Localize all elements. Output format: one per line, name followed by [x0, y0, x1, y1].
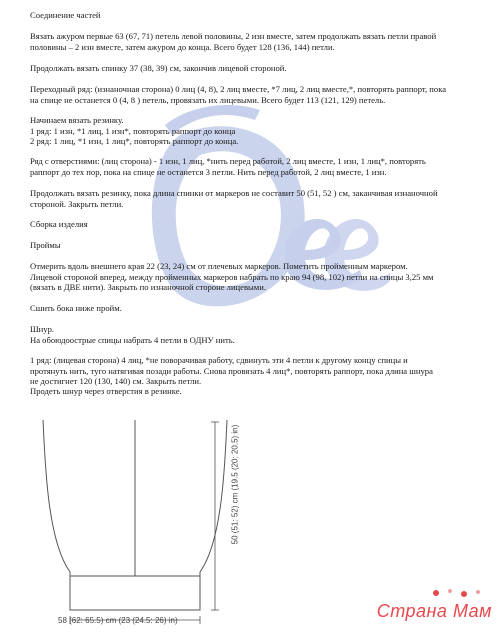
- paragraph-joining: Вязать ажуром первые 63 (67, 71) петель левой половины, 2 изн вместе, затем продолжать вязать петли правой половины – 2 изн вместе, затем ажуром до конца. Всего будет 128 (136, 144) петли.: [30, 31, 437, 52]
- section-heading-assembly: Сборка изделия: [30, 219, 88, 229]
- paragraph-eyelet-row: Ряд с отверстиями: (лиц сторона) - 1 изн, 1 лиц, *нить перед работой, 2 лиц вместе, 1 изн, 1 лиц*, повторять раппорт до тех пор, пока на спице не останется 3 петли. Нить перед работой, 2 лиц вместе, 1 изн.: [30, 156, 426, 177]
- paragraph-side-seams: Сшить бока ниже пройм.: [30, 303, 122, 313]
- paragraph-cord-row: 1 ряд: (лицевая сторона) 4 лиц, *не поворачивая работу, сдвинуть эти 4 петли к другому концу спицы и протянуть нить, туго натягивая позади работы. Снова провязать 4 лиц*, повторять раппорт, пока длина шнура не достигнет 120 (130, 140) см. Закрыть петли.: [30, 355, 433, 387]
- paragraph-thread-cord: Продеть шнур через отверстия в резинке.: [30, 386, 182, 396]
- logo-dots-icon: [430, 588, 490, 598]
- paragraph-continue-back: Продолжать вязать спинку 37 (38, 39) см, закончив лицевой стороной.: [30, 63, 287, 73]
- schema-width-label: 58 (62: 65.5) cm (23 (24.5: 26) in): [58, 616, 178, 625]
- schema-height-label: 50 (51: 52) cm (19.5 (20: 20.5) in): [230, 424, 240, 545]
- site-logo: Страна Мам: [376, 601, 492, 621]
- paragraph-cord: Шнур. На обоюдоострые спицы набрать 4 петли в ОДНУ нить.: [30, 324, 235, 345]
- paragraph-armholes: Отмерить вдоль внешнего края 22 (23, 24) см от плечевых маркеров. Пометить пройменным маркером. Лицевой стороной вперед, между пройменных маркеров набрать по краю 94 (98, 102) петли на спицы 3,25 мм (вязать в ДВЕ нити). Закрыть по изнаночной стороне лицевыми.: [30, 261, 434, 293]
- section-heading-armholes: Проймы: [30, 240, 61, 250]
- garment-schematic: [25, 400, 325, 635]
- paragraph-continue-rib: Продолжать вязать резинку, пока длина спинки от маркеров не составит 50 (51, 52 ) см, заканчивая изнаночной стороной. Закрыть петли.: [30, 188, 438, 209]
- section-heading-joining: Соединение частей: [30, 10, 101, 20]
- paragraph-transition-row: Переходный ряд: (изнаночная сторона) 0 лиц (4, 8), 2 лиц вместе, *7 лиц, 2 лиц вместе,*, повторять раппорт, пока на спице не останется 0 (4, 8 ) петель, провязать их лицевыми. Всего будет 113 (121, 129) петель.: [30, 84, 447, 105]
- paragraph-rib-start: Начинаем вязать резинку. 1 ряд: 1 изн, *1 лиц, 1 изн*, повторять раппорт до конца 2 ряд: 1 лиц, *1 изн, 1 лиц*, повторять раппорт до конца.: [30, 115, 239, 147]
